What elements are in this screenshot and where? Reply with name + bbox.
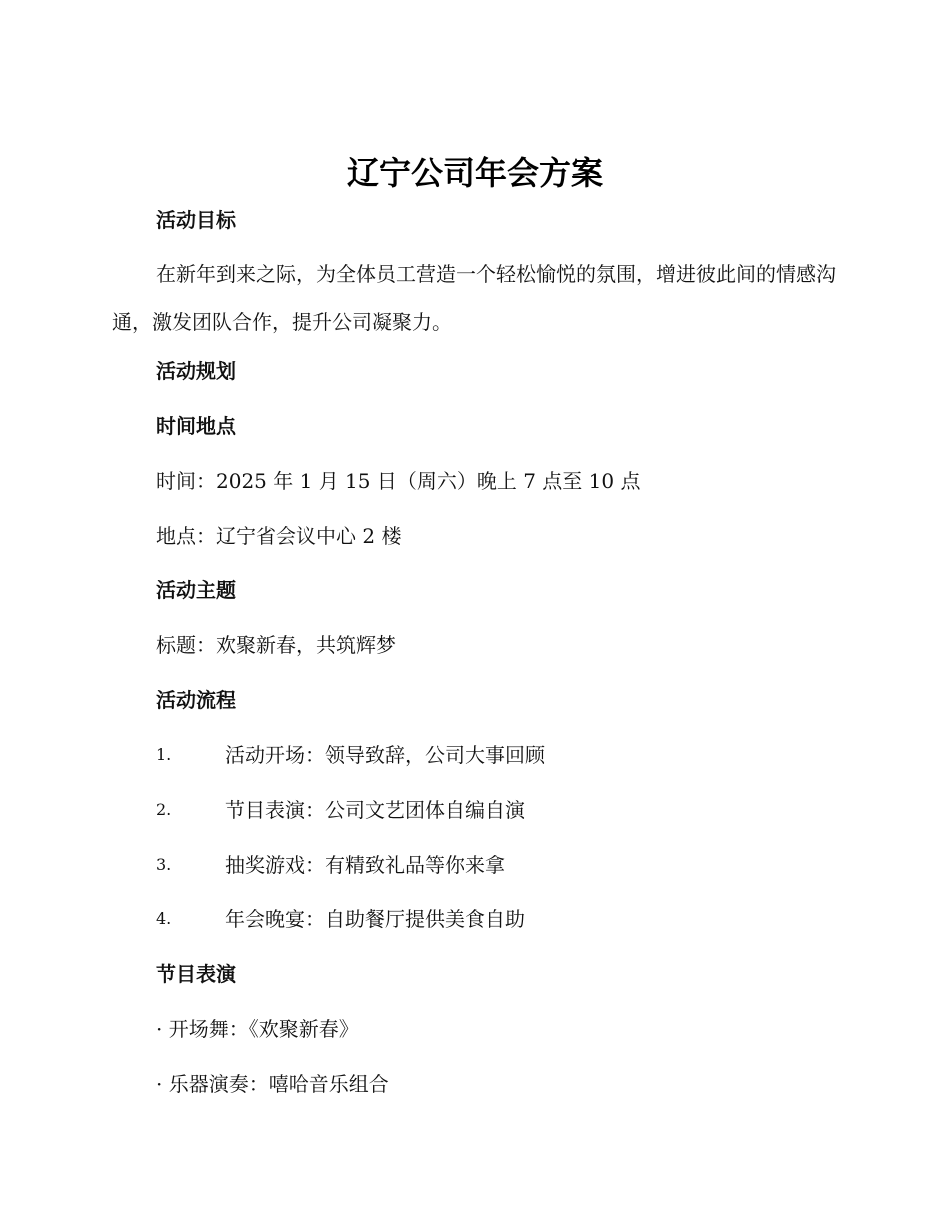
list-item-number: 3. bbox=[156, 855, 172, 874]
time-line: 时间：2025 年 1 月 15 日（周六）晚上 7 点至 10 点 bbox=[156, 469, 641, 493]
heading-activity-goal: 活动目标 bbox=[156, 208, 236, 232]
heading-time-place: 时间地点 bbox=[156, 414, 236, 438]
performance-item: · 开场舞：《欢聚新春》 bbox=[156, 1017, 359, 1041]
document-title: 辽宁公司年会方案 bbox=[346, 154, 603, 192]
heading-activity-plan: 活动规划 bbox=[156, 359, 236, 383]
place-line: 地点：辽宁省会议中心 2 楼 bbox=[156, 524, 402, 548]
performance-item: · 乐器演奏：嘻哈音乐组合 bbox=[156, 1072, 389, 1096]
list-item-text: 抽奖游戏：有精致礼品等你来拿 bbox=[225, 853, 505, 877]
list-item-number: 4. bbox=[156, 909, 172, 928]
heading-activity-theme: 活动主题 bbox=[156, 578, 236, 602]
heading-performances: 节目表演 bbox=[156, 962, 236, 986]
heading-activity-flow: 活动流程 bbox=[156, 688, 236, 712]
list-item-text: 年会晚宴：自助餐厅提供美食自助 bbox=[225, 907, 525, 931]
theme-title-line: 标题：欢聚新春，共筑辉梦 bbox=[156, 633, 396, 657]
list-item-number: 2. bbox=[156, 800, 172, 819]
goal-paragraph: 在新年到来之际，为全体员工营造一个轻松愉悦的氛围，增进彼此间的情感沟通，激发团队合作，提升公司凝聚力。 bbox=[112, 262, 836, 334]
list-item-text: 节目表演：公司文艺团体自编自演 bbox=[225, 798, 525, 822]
list-item-number: 1. bbox=[156, 745, 172, 764]
list-item-text: 活动开场：领导致辞，公司大事回顾 bbox=[225, 743, 545, 767]
